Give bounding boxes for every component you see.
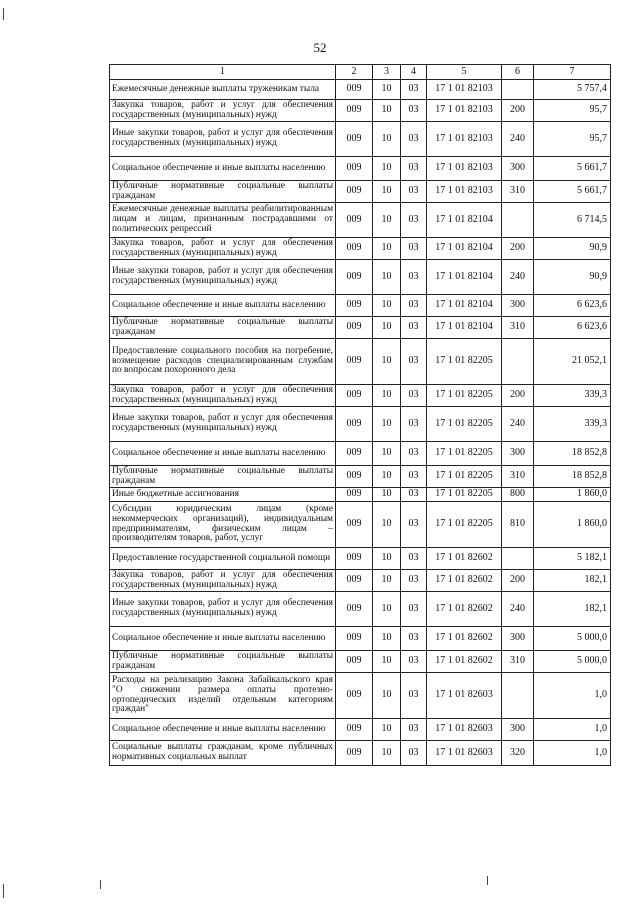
cell-pr: 03 [401,260,427,295]
cell-csr: 17 1 01 82103 [427,80,502,100]
cell-csr: 17 1 01 82602 [427,651,502,673]
cell-vr [502,80,534,100]
cell-csr: 17 1 01 82205 [427,502,502,548]
cell-ved: 009 [336,407,373,442]
cell-rz: 10 [373,466,401,488]
cell-pr: 03 [401,719,427,741]
cell-rz: 10 [373,295,401,317]
cell-vr: 310 [502,181,534,203]
table-row [110,157,611,181]
scan-mark-bottom-left [100,880,101,889]
cell-ved: 009 [336,651,373,673]
cell-csr: 17 1 01 82103 [427,100,502,122]
cell-rz: 10 [373,502,401,548]
cell-ved: 009 [336,502,373,548]
cell-pr: 03 [401,673,427,719]
cell-pr: 03 [401,80,427,100]
cell-pr: 03 [401,157,427,181]
cell-pr: 03 [401,627,427,651]
cell-rz: 10 [373,80,401,100]
cell-csr: 17 1 01 82603 [427,741,502,766]
cell-sum: 95,7 [534,100,611,122]
cell-sum: 1 860,0 [534,488,611,502]
cell-vr [502,673,534,719]
cell-pr: 03 [401,570,427,592]
cell-pr: 03 [401,339,427,385]
cell-name: Иные закупки товаров, работ и услуг для обеспечения государственных (муниципальных) нужд [110,592,336,627]
cell-sum: 6 623,6 [534,295,611,317]
table-row [110,466,611,488]
cell-ved: 009 [336,592,373,627]
cell-sum: 6 714,5 [534,203,611,238]
cell-name: Предоставление государственной социальной помощи [110,548,336,570]
cell-ved: 009 [336,260,373,295]
header-col-5: 5 [427,65,502,80]
cell-sum: 21 052,1 [534,339,611,385]
cell-name: Социальное обеспечение и иные выплаты населению [110,627,336,651]
cell-sum: 1,0 [534,673,611,719]
cell-name: Расходы на реализацию Закона Забайкальского края "О снижении размера оплаты протезно-ортопедических изделий отдельным категориям граждан" [110,673,336,719]
cell-rz: 10 [373,627,401,651]
table-row [110,295,611,317]
table-row [110,741,611,766]
cell-csr: 17 1 01 82104 [427,295,502,317]
cell-pr: 03 [401,651,427,673]
cell-rz: 10 [373,651,401,673]
cell-vr: 300 [502,719,534,741]
cell-csr: 17 1 01 82103 [427,157,502,181]
cell-pr: 03 [401,100,427,122]
cell-ved: 009 [336,673,373,719]
cell-csr: 17 1 01 82205 [427,442,502,466]
cell-name: Социальные выплаты гражданам, кроме публичных нормативных социальных выплат [110,741,336,766]
table-row [110,122,611,157]
cell-csr: 17 1 01 82603 [427,719,502,741]
cell-ved: 009 [336,466,373,488]
cell-csr: 17 1 01 82104 [427,238,502,260]
cell-sum: 1,0 [534,741,611,766]
cell-vr [502,203,534,238]
table-row [110,339,611,385]
cell-pr: 03 [401,592,427,627]
cell-pr: 03 [401,295,427,317]
cell-pr: 03 [401,548,427,570]
cell-ved: 009 [336,548,373,570]
cell-sum: 18 852,8 [534,442,611,466]
cell-ved: 009 [336,385,373,407]
cell-vr: 300 [502,295,534,317]
cell-ved: 009 [336,100,373,122]
cell-rz: 10 [373,122,401,157]
cell-ved: 009 [336,157,373,181]
cell-pr: 03 [401,203,427,238]
table-row [110,627,611,651]
cell-vr: 300 [502,627,534,651]
cell-name: Публичные нормативные социальные выплаты гражданам [110,466,336,488]
cell-ved: 009 [336,741,373,766]
cell-ved: 009 [336,488,373,502]
cell-pr: 03 [401,181,427,203]
table-row [110,260,611,295]
cell-csr: 17 1 01 82602 [427,592,502,627]
cell-vr: 310 [502,317,534,339]
cell-pr: 03 [401,407,427,442]
budget-table [109,64,611,766]
cell-rz: 10 [373,741,401,766]
cell-ved: 009 [336,570,373,592]
cell-name: Социальное обеспечение и иные выплаты населению [110,719,336,741]
cell-ved: 009 [336,80,373,100]
cell-sum: 5 000,0 [534,627,611,651]
cell-ved: 009 [336,203,373,238]
cell-ved: 009 [336,122,373,157]
cell-rz: 10 [373,181,401,203]
table-body [110,80,611,766]
cell-vr: 240 [502,592,534,627]
cell-vr: 310 [502,651,534,673]
cell-rz: 10 [373,100,401,122]
cell-vr [502,339,534,385]
header-col-6: 6 [502,65,534,80]
cell-rz: 10 [373,488,401,502]
cell-name: Ежемесячные денежные выплаты реабилитированным лицам и лицам, признанным пострадавшими от политических репрессий [110,203,336,238]
cell-csr: 17 1 01 82602 [427,548,502,570]
cell-csr: 17 1 01 82205 [427,339,502,385]
cell-vr: 200 [502,570,534,592]
cell-sum: 5 661,7 [534,157,611,181]
cell-sum: 90,9 [534,260,611,295]
cell-sum: 5 757,4 [534,80,611,100]
cell-sum: 6 623,6 [534,317,611,339]
cell-ved: 009 [336,238,373,260]
cell-vr: 310 [502,466,534,488]
cell-name: Иные закупки товаров, работ и услуг для обеспечения государственных (муниципальных) нужд [110,260,336,295]
table-row [110,570,611,592]
cell-rz: 10 [373,673,401,719]
cell-csr: 17 1 01 82104 [427,203,502,238]
cell-name: Закупка товаров, работ и услуг для обеспечения государственных (муниципальных) нужд [110,570,336,592]
cell-rz: 10 [373,592,401,627]
table-row [110,502,611,548]
table-row [110,673,611,719]
header-col-4: 4 [401,65,427,80]
cell-vr: 300 [502,442,534,466]
cell-vr: 200 [502,238,534,260]
table-row [110,442,611,466]
cell-csr: 17 1 01 82103 [427,122,502,157]
table-row [110,238,611,260]
cell-sum: 182,1 [534,592,611,627]
table-row [110,651,611,673]
cell-vr: 240 [502,260,534,295]
cell-vr: 200 [502,385,534,407]
cell-rz: 10 [373,548,401,570]
table-row [110,80,611,100]
cell-pr: 03 [401,238,427,260]
cell-pr: 03 [401,502,427,548]
cell-rz: 10 [373,385,401,407]
cell-vr: 300 [502,157,534,181]
cell-name: Ежемесячные денежные выплаты труженикам тыла [110,80,336,100]
cell-name: Социальное обеспечение и иные выплаты населению [110,295,336,317]
table-row [110,548,611,570]
cell-pr: 03 [401,466,427,488]
cell-csr: 17 1 01 82602 [427,570,502,592]
cell-name: Публичные нормативные социальные выплаты гражданам [110,181,336,203]
cell-sum: 18 852,8 [534,466,611,488]
scan-mark-left-top [3,8,4,20]
cell-vr: 810 [502,502,534,548]
table-row [110,317,611,339]
cell-ved: 009 [336,295,373,317]
cell-name: Публичные нормативные социальные выплаты гражданам [110,317,336,339]
cell-rz: 10 [373,203,401,238]
cell-vr: 320 [502,741,534,766]
scan-mark-left-bottom [3,884,4,898]
table-row [110,719,611,741]
cell-sum: 339,3 [534,407,611,442]
cell-rz: 10 [373,339,401,385]
cell-csr: 17 1 01 82603 [427,673,502,719]
cell-rz: 10 [373,442,401,466]
cell-name: Публичные нормативные социальные выплаты гражданам [110,651,336,673]
cell-name: Субсидии юридическим лицам (кроме некоммерческих организаций), индивидуальным предпринимателям, физическим лицам – производителям товаров, работ, услуг [110,502,336,548]
table-header-row [110,65,611,80]
cell-name: Иные закупки товаров, работ и услуг для обеспечения государственных (муниципальных) нужд [110,407,336,442]
cell-sum: 5 000,0 [534,651,611,673]
table-row [110,100,611,122]
table-row [110,592,611,627]
page-number: 52 [313,40,327,55]
cell-sum: 5 182,1 [534,548,611,570]
cell-rz: 10 [373,407,401,442]
cell-rz: 10 [373,260,401,295]
cell-ved: 009 [336,442,373,466]
cell-csr: 17 1 01 82205 [427,385,502,407]
cell-name: Социальное обеспечение и иные выплаты населению [110,157,336,181]
cell-vr: 240 [502,122,534,157]
cell-pr: 03 [401,741,427,766]
cell-sum: 5 661,7 [534,181,611,203]
cell-csr: 17 1 01 82205 [427,407,502,442]
cell-sum: 1 860,0 [534,502,611,548]
cell-ved: 009 [336,317,373,339]
header-col-2: 2 [336,65,373,80]
cell-ved: 009 [336,719,373,741]
cell-vr: 240 [502,407,534,442]
header-col-3: 3 [373,65,401,80]
cell-vr [502,548,534,570]
cell-name: Иные закупки товаров, работ и услуг для обеспечения государственных (муниципальных) нужд [110,122,336,157]
cell-rz: 10 [373,570,401,592]
table-row [110,181,611,203]
cell-sum: 90,9 [534,238,611,260]
table-row [110,488,611,502]
cell-rz: 10 [373,157,401,181]
cell-ved: 009 [336,339,373,385]
header-col-7: 7 [534,65,611,80]
cell-sum: 182,1 [534,570,611,592]
table-row [110,385,611,407]
cell-csr: 17 1 01 82205 [427,466,502,488]
cell-sum: 95,7 [534,122,611,157]
cell-csr: 17 1 01 82103 [427,181,502,203]
cell-name: Закупка товаров, работ и услуг для обеспечения государственных (муниципальных) нужд [110,385,336,407]
cell-csr: 17 1 01 82104 [427,260,502,295]
cell-name: Закупка товаров, работ и услуг для обеспечения государственных (муниципальных) нужд [110,100,336,122]
table-row [110,407,611,442]
cell-rz: 10 [373,238,401,260]
header-col-1: 1 [110,65,336,80]
cell-pr: 03 [401,488,427,502]
cell-rz: 10 [373,719,401,741]
cell-csr: 17 1 01 82602 [427,627,502,651]
table-row [110,203,611,238]
cell-name: Социальное обеспечение и иные выплаты населению [110,442,336,466]
cell-pr: 03 [401,317,427,339]
cell-ved: 009 [336,181,373,203]
cell-sum: 1,0 [534,719,611,741]
cell-csr: 17 1 01 82205 [427,488,502,502]
cell-csr: 17 1 01 82104 [427,317,502,339]
cell-pr: 03 [401,385,427,407]
cell-vr: 200 [502,100,534,122]
cell-rz: 10 [373,317,401,339]
cell-ved: 009 [336,627,373,651]
cell-name: Закупка товаров, работ и услуг для обеспечения государственных (муниципальных) нужд [110,238,336,260]
cell-name: Иные бюджетные ассигнования [110,488,336,502]
cell-vr: 800 [502,488,534,502]
cell-name: Предоставление социального пособия на погребение, возмещение расходов специализированным службам по вопросам похоронного дела [110,339,336,385]
cell-pr: 03 [401,122,427,157]
scan-mark-bottom-mid [487,876,488,885]
cell-sum: 339,3 [534,385,611,407]
cell-pr: 03 [401,442,427,466]
